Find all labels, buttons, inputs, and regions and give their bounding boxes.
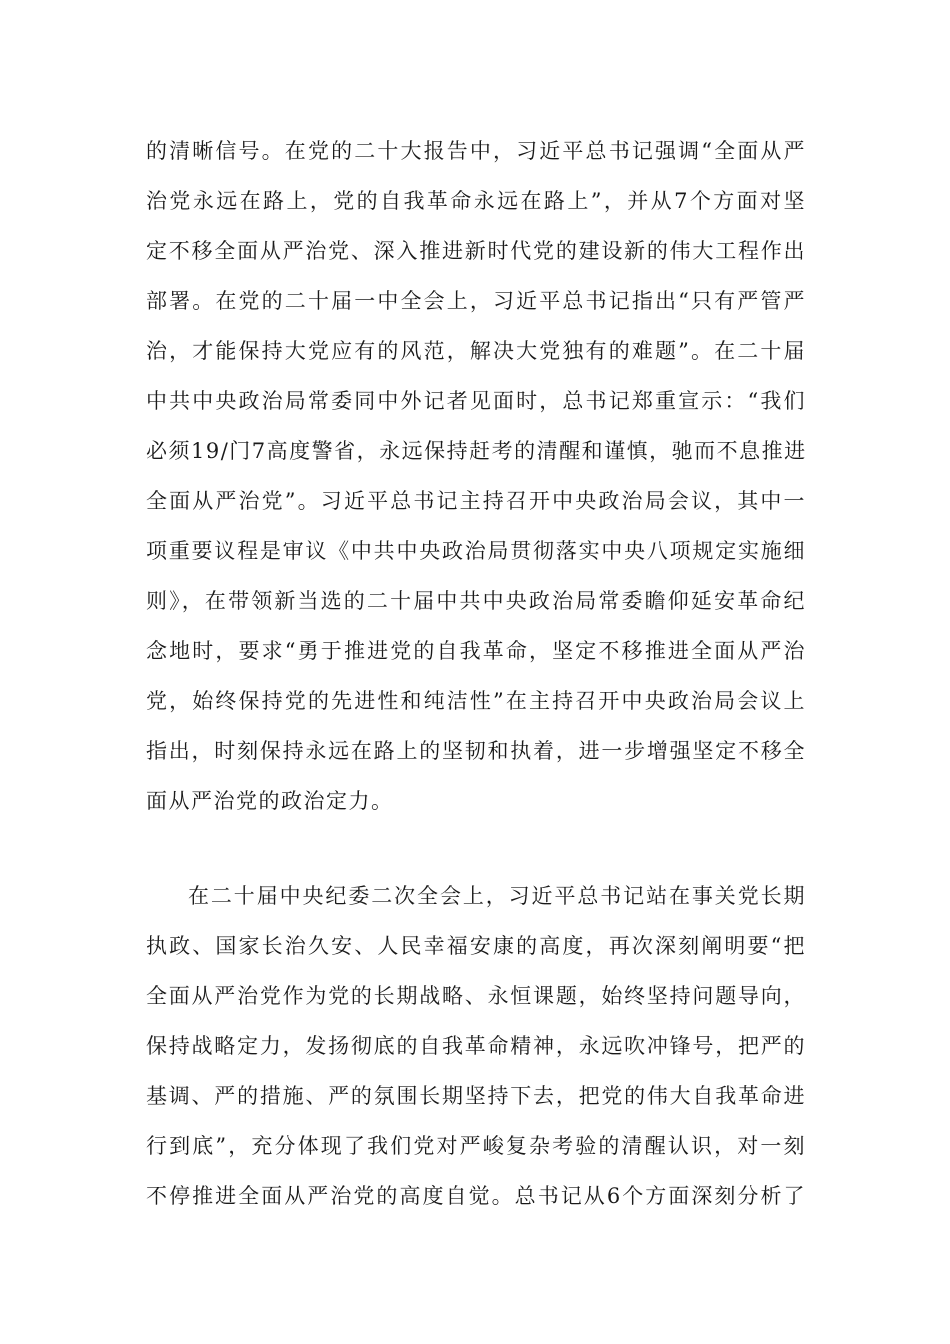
paragraph-line: 在二十届中央纪委二次全会上，习近平总书记站在事关党长期 [188, 884, 806, 908]
paragraph-line: 治，才能保持大党应有的风范，解决大党独有的难题”。在二十届 [146, 339, 806, 363]
paragraph-line: 全面从严治党”。习近平总书记主持召开中央政治局会议，其中一 [146, 489, 806, 513]
paragraph-line: 定不移全面从严治党、深入推进新时代党的建设新的伟大工程作出 [146, 239, 806, 263]
paragraph-line: 则》，在带领新当选的二十届中共中央政治局常委瞻仰延安革命纪 [146, 589, 806, 613]
paragraph-line: 部署。在党的二十届一中全会上，习近平总书记指出“只有严管严 [146, 289, 806, 313]
paragraph-line: 面从严治党的政治定力。 [146, 789, 394, 813]
paragraph-line: 行到底”，充分体现了我们党对严峻复杂考验的清醒认识，对一刻 [146, 1134, 806, 1158]
paragraph-line: 保持战略定力，发扬彻底的自我革命精神，永远吹冲锋号，把严的 [146, 1034, 806, 1058]
paragraph-line: 党，始终保持党的先进性和纯洁性”在主持召开中央政治局会议上 [146, 689, 806, 713]
paragraph-line: 不停推进全面从严治党的高度自觉。总书记从6个方面深刻分析了 [146, 1184, 806, 1208]
paragraph-line: 基调、严的措施、严的氛围长期坚持下去，把党的伟大自我革命进 [146, 1084, 806, 1108]
paragraph-line: 念地时，要求“勇于推进党的自我革命，坚定不移推进全面从严治 [146, 639, 806, 663]
paragraph-1 [146, 126, 806, 826]
paragraph-line: 的清晰信号。在党的二十大报告中，习近平总书记强调“全面从严 [146, 139, 806, 163]
paragraph-line: 必须19/门7高度警省，永远保持赶考的清醒和谨慎，驰而不息推进 [146, 439, 807, 463]
paragraph-line: 项重要议程是审议《中共中央政治局贯彻落实中央八项规定实施细 [146, 539, 806, 563]
paragraph-line: 指出，时刻保持永远在路上的坚韧和执着，进一步增强坚定不移全 [146, 739, 806, 763]
paragraph-line: 治党永远在路上，党的自我革命永远在路上”，并从7个方面对坚 [146, 189, 806, 213]
paragraph-line: 执政、国家长治久安、人民幸福安康的高度，再次深刻阐明要“把 [146, 934, 806, 958]
paragraph-line: 中共中央政治局常委同中外记者见面时，总书记郑重宣示：“我们 [146, 389, 806, 413]
paragraph-2 [146, 871, 806, 1221]
paragraph-line: 全面从严治党作为党的长期战略、永恒课题，始终坚持问题导向， [146, 984, 806, 1008]
